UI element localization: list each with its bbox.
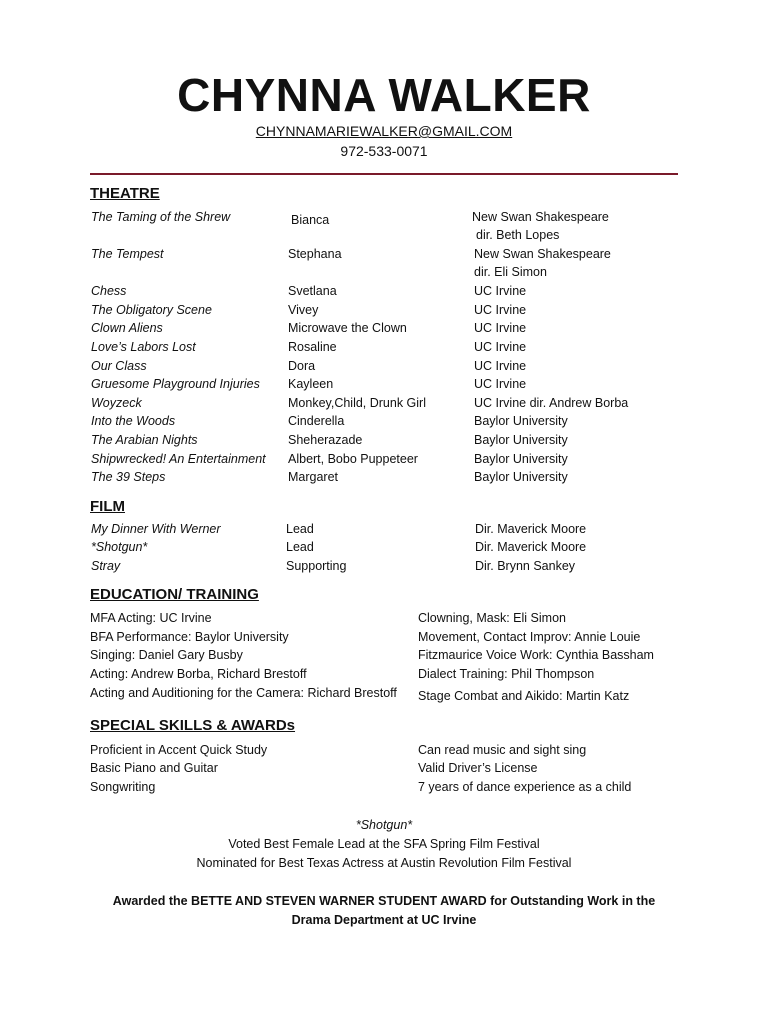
training: Movement, Contact Improv: Annie Louie — [418, 630, 641, 644]
skill: Can read music and sight sing — [418, 743, 587, 757]
footer-award-line: Voted Best Female Lead at the SFA Spring Film Festival — [228, 837, 540, 851]
role: Supporting — [286, 559, 347, 573]
role: Margaret — [288, 470, 339, 484]
production-title: Woyzeck — [91, 396, 142, 410]
production-title: Our Class — [91, 359, 147, 373]
training: Dialect Training: Phil Thompson — [418, 667, 595, 681]
film-title: My Dinner With Werner — [91, 522, 221, 536]
student-award-line: Awarded the BETTE AND STEVEN WARNER STUDENT AWARD for Outstanding Work in the — [112, 894, 656, 908]
venue: UC Irvine — [474, 303, 527, 317]
role: Sheherazade — [288, 433, 363, 447]
theatre-row — [0, 284, 768, 302]
role: Bianca — [291, 213, 330, 227]
footer-nomination-line: Nominated for Best Texas Actress at Austin Revolution Film Festival — [196, 856, 572, 870]
venue: UC Irvine — [474, 321, 527, 335]
role: Lead — [286, 540, 314, 554]
production-title: Shipwrecked! An Entertainment — [91, 452, 266, 466]
film-row — [0, 522, 768, 540]
theatre-row — [0, 414, 768, 432]
production-title: The 39 Steps — [91, 470, 166, 484]
film-row — [0, 559, 768, 577]
director: Dir. Maverick Moore — [475, 540, 587, 554]
education-row — [0, 648, 768, 666]
theatre-row — [0, 377, 768, 395]
skill: 7 years of dance experience as a child — [418, 780, 632, 794]
director: dir. Beth Lopes — [476, 228, 560, 242]
role: Stephana — [288, 247, 342, 261]
education-heading: EDUCATION/ TRAINING — [90, 586, 259, 603]
theatre-row-note — [0, 265, 768, 283]
theatre-row — [0, 470, 768, 488]
venue: Baylor University — [474, 414, 568, 428]
venue: Baylor University — [474, 433, 568, 447]
production-title: Chess — [91, 284, 127, 298]
theatre-row — [0, 303, 768, 321]
production-title: Love’s Labors Lost — [91, 340, 196, 354]
venue: New Swan Shakespeare — [472, 210, 609, 224]
production-title: The Obligatory Scene — [91, 303, 212, 317]
resume-name: CHYNNA WALKER — [177, 69, 591, 121]
film-title: Stray — [91, 559, 121, 573]
training: Acting: Andrew Borba, Richard Brestoff — [90, 667, 307, 681]
header-divider — [90, 173, 678, 175]
skills-heading: SPECIAL SKILLS & AWARDs — [90, 717, 296, 734]
production-title: Into the Woods — [91, 414, 176, 428]
film-title: *Shotgun* — [91, 540, 148, 554]
production-title: The Arabian Nights — [91, 433, 198, 447]
skills-row — [0, 743, 768, 761]
footer-film-title: *Shotgun* — [355, 818, 413, 832]
education-row — [0, 667, 768, 685]
degree: BFA Performance: Baylor University — [90, 630, 289, 644]
film-row — [0, 540, 768, 558]
education-row — [0, 630, 768, 648]
production-title: Gruesome Playground Injuries — [91, 377, 260, 391]
venue: UC Irvine dir. Andrew Borba — [474, 396, 629, 410]
student-award-line: Drama Department at UC Irvine — [291, 913, 477, 927]
director: Dir. Maverick Moore — [475, 522, 587, 536]
production-title: The Tempest — [91, 247, 164, 261]
role: Dora — [288, 359, 316, 373]
director: dir. Eli Simon — [474, 265, 547, 279]
skill: Basic Piano and Guitar — [90, 761, 218, 775]
theatre-row — [0, 452, 768, 470]
student-award — [90, 892, 678, 930]
venue: UC Irvine — [474, 284, 527, 298]
venue: UC Irvine — [474, 340, 527, 354]
venue: Baylor University — [474, 470, 568, 484]
film-heading: FILM — [90, 498, 125, 515]
role: Svetlana — [288, 284, 337, 298]
theatre-row — [0, 210, 768, 228]
theatre-row — [0, 321, 768, 339]
training: Clowning, Mask: Eli Simon — [418, 611, 566, 625]
training: Fitzmaurice Voice Work: Cynthia Bassham — [418, 648, 654, 662]
role: Rosaline — [288, 340, 337, 354]
role: Monkey,Child, Drunk Girl — [288, 396, 427, 410]
venue: Baylor University — [474, 452, 568, 466]
skill: Proficient in Accent Quick Study — [90, 743, 268, 757]
theatre-row-note — [0, 228, 768, 246]
production-title: Clown Aliens — [91, 321, 163, 335]
venue: New Swan Shakespeare — [474, 247, 611, 261]
role: Cinderella — [288, 414, 345, 428]
theatre-row — [0, 340, 768, 358]
role: Vivey — [288, 303, 319, 317]
training: Acting and Auditioning for the Camera: Richard Brestoff — [90, 686, 397, 700]
venue: UC Irvine — [474, 359, 527, 373]
role: Microwave the Clown — [288, 321, 407, 335]
skill: Valid Driver’s License — [418, 761, 538, 775]
role: Albert, Bobo Puppeteer — [288, 452, 418, 466]
role: Kayleen — [288, 377, 334, 391]
venue: UC Irvine — [474, 377, 527, 391]
skills-row — [0, 761, 768, 779]
phone-number: 972-533-0071 — [340, 143, 428, 159]
theatre-row — [0, 396, 768, 414]
skills-row — [0, 780, 768, 798]
training: Singing: Daniel Gary Busby — [90, 648, 243, 662]
theatre-row — [0, 359, 768, 377]
training: Stage Combat and Aikido: Martin Katz — [418, 689, 630, 703]
theatre-row — [0, 247, 768, 265]
skill: Songwriting — [90, 780, 156, 794]
education-row — [0, 686, 768, 704]
role: Lead — [286, 522, 314, 536]
education-row — [0, 611, 768, 629]
degree: MFA Acting: UC Irvine — [90, 611, 212, 625]
theatre-row — [0, 433, 768, 451]
director: Dir. Brynn Sankey — [475, 559, 576, 573]
email-link[interactable]: CHYNNAMARIEWALKER@GMAIL.COM — [255, 123, 513, 139]
production-title: The Taming of the Shrew — [91, 210, 231, 224]
theatre-heading: THEATRE — [90, 185, 160, 202]
